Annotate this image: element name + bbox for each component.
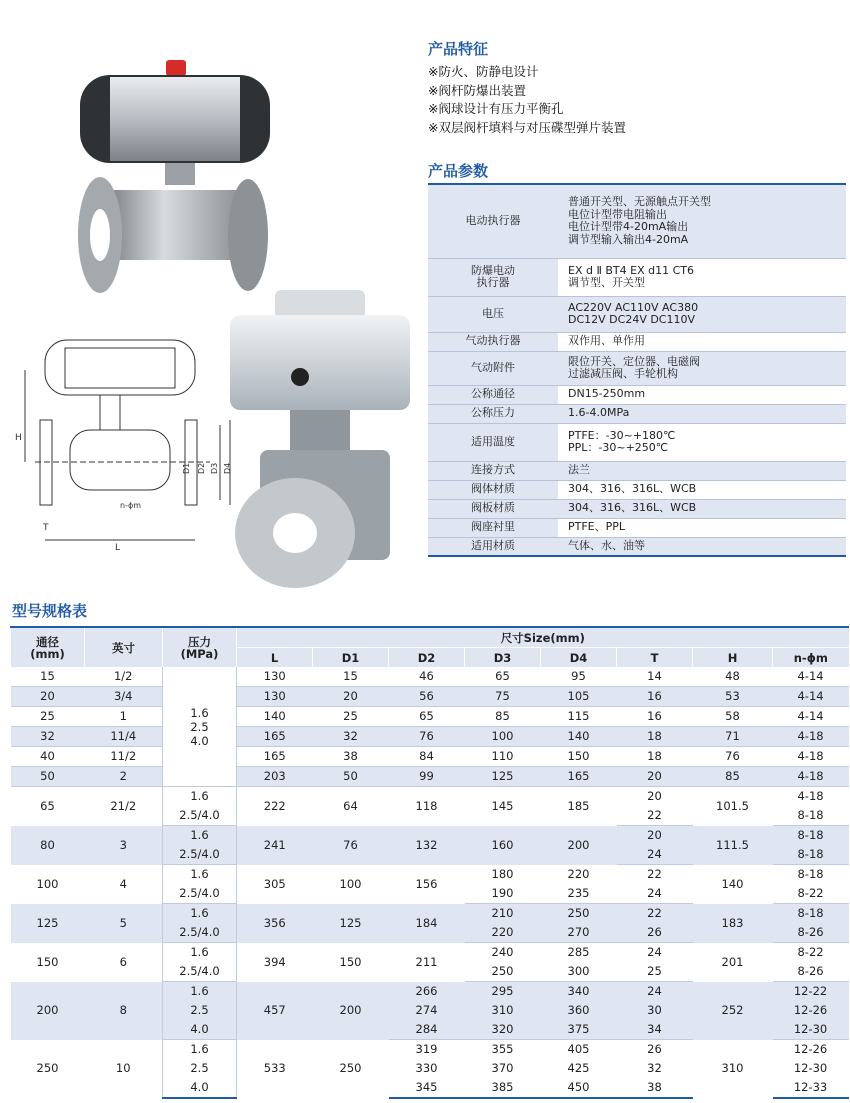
cell-d1: 38: [313, 747, 389, 767]
param-label: 阀座衬里: [428, 518, 558, 537]
cell-dn: 50: [11, 767, 85, 787]
cell-dn: 200: [11, 982, 85, 1040]
cell-pressure: 2.5/4.0: [163, 884, 237, 904]
cell-pressure: 1.6: [163, 982, 237, 1002]
cell-l: 241: [237, 826, 313, 865]
param-value: EX d Ⅱ BT4 EX d11 CT6 调节型、开关型: [558, 258, 846, 296]
param-label: 公称压力: [428, 404, 558, 423]
cell-h: 111.5: [693, 826, 773, 865]
cell-n: 8-26: [773, 962, 849, 982]
param-value: 普通开关型、无源触点开关型 电位计型带电阻输出 电位计型带4-20mA输出 调节型输入输出4-20mA: [558, 184, 846, 258]
cell-d1: 32: [313, 727, 389, 747]
param-label: 电压: [428, 296, 558, 332]
cell-n: 8-22: [773, 884, 849, 904]
cell-t: 20: [617, 767, 693, 787]
col-header-d3: D3: [465, 648, 541, 668]
param-label: 适用材质: [428, 537, 558, 556]
cell-pressure: 1.6: [163, 865, 237, 885]
cell-d4: 185: [541, 787, 617, 826]
cell-n: 4-18: [773, 727, 849, 747]
cell-inch: 11/2: [85, 747, 163, 767]
spec-title: 型号规格表: [12, 602, 88, 620]
col-header-n: n-ϕm: [773, 648, 849, 668]
cell-n: 8-22: [773, 943, 849, 963]
cell-n: 4-14: [773, 667, 849, 687]
spec-group-65: [11, 787, 849, 826]
cell-dn: 20: [11, 687, 85, 707]
param-row: [428, 351, 846, 385]
param-label: 气动执行器: [428, 332, 558, 351]
cell-n: 4-14: [773, 707, 849, 727]
table-row: [11, 904, 849, 924]
cell-d4: 115: [541, 707, 617, 727]
cell-d4: 140: [541, 727, 617, 747]
cell-t: 18: [617, 727, 693, 747]
cell-d3: 210: [465, 904, 541, 924]
param-row: [428, 518, 846, 537]
cell-d4: 300: [541, 962, 617, 982]
cell-d3: 100: [465, 727, 541, 747]
cell-d2: 345: [389, 1078, 465, 1098]
cell-d2: 284: [389, 1020, 465, 1040]
cell-d1: 250: [313, 1040, 389, 1099]
table-row: [11, 687, 849, 707]
table-row: [11, 767, 849, 787]
cell-d4: 200: [541, 826, 617, 865]
cell-d3: 355: [465, 1040, 541, 1060]
cell-inch: 1: [85, 707, 163, 727]
cell-d4: 360: [541, 1001, 617, 1020]
cell-h: 85: [693, 767, 773, 787]
param-label: 气动附件: [428, 351, 558, 385]
cell-d4: 95: [541, 667, 617, 687]
col-header-d2: D2: [389, 648, 465, 668]
cell-t: 24: [617, 982, 693, 1002]
cell-d4: 425: [541, 1059, 617, 1078]
col-header-size: 尺寸Size(mm): [237, 627, 849, 648]
cell-inch: 2: [85, 767, 163, 787]
cell-inch: 3/4: [85, 687, 163, 707]
cell-dn: 25: [11, 707, 85, 727]
col-header-d4: D4: [541, 648, 617, 668]
cell-l: 130: [237, 667, 313, 687]
cell-n: 8-18: [773, 904, 849, 924]
col-header-d1: D1: [313, 648, 389, 668]
cell-inch: 6: [85, 943, 163, 982]
cell-n: 8-18: [773, 865, 849, 885]
col-header-t: T: [617, 648, 693, 668]
param-row: [428, 404, 846, 423]
cell-n: 12-30: [773, 1059, 849, 1078]
cell-pressure: 4.0: [163, 1078, 237, 1098]
cell-d1: 150: [313, 943, 389, 982]
cell-d2: 46: [389, 667, 465, 687]
cell-d4: 220: [541, 865, 617, 885]
param-row: [428, 499, 846, 518]
cell-t: 20: [617, 826, 693, 846]
table-row: [11, 747, 849, 767]
cell-h: 201: [693, 943, 773, 982]
table-row: [11, 707, 849, 727]
cell-d2: 76: [389, 727, 465, 747]
cell-t: 25: [617, 962, 693, 982]
cell-d1: 100: [313, 865, 389, 904]
col-header-h: H: [693, 648, 773, 668]
table-row: [11, 826, 849, 846]
cell-d2: 99: [389, 767, 465, 787]
cell-n: 4-18: [773, 767, 849, 787]
cell-l: 165: [237, 747, 313, 767]
cell-d3: 110: [465, 747, 541, 767]
cell-l: 394: [237, 943, 313, 982]
cell-n: 8-26: [773, 923, 849, 943]
param-value: 气体、水、油等: [558, 537, 846, 556]
cell-d4: 250: [541, 904, 617, 924]
param-label: 防爆电动 执行器: [428, 258, 558, 296]
dim-label-d4: D4: [223, 462, 232, 474]
col-header-dn: 通径 (mm): [11, 627, 85, 667]
cell-d2: 156: [389, 865, 465, 904]
cell-d1: 20: [313, 687, 389, 707]
param-label: 适用温度: [428, 423, 558, 461]
param-label: 阀板材质: [428, 499, 558, 518]
param-row: [428, 296, 846, 332]
cell-t: 24: [617, 845, 693, 865]
cell-n: 8-18: [773, 845, 849, 865]
cell-t: 34: [617, 1020, 693, 1040]
cell-d3: 295: [465, 982, 541, 1002]
cell-d4: 405: [541, 1040, 617, 1060]
param-label: 公称通径: [428, 385, 558, 404]
cell-d4: 235: [541, 884, 617, 904]
dim-label-h: H: [15, 433, 22, 443]
cell-t: 22: [617, 806, 693, 826]
cell-l: 165: [237, 727, 313, 747]
param-value: PTFE、PPL: [558, 518, 846, 537]
cell-n: 8-18: [773, 806, 849, 826]
table-row: [11, 865, 849, 885]
param-row: [428, 184, 846, 258]
cell-pressure: 2.5: [163, 1059, 237, 1078]
table-row: [11, 1040, 849, 1060]
param-row: [428, 423, 846, 461]
table-row: [11, 982, 849, 1002]
cell-t: 16: [617, 687, 693, 707]
cell-l: 356: [237, 904, 313, 943]
cell-d4: 165: [541, 767, 617, 787]
pneumatic-valve-image: [70, 55, 280, 300]
cell-t: 32: [617, 1059, 693, 1078]
cell-inch: 10: [85, 1040, 163, 1099]
param-value: 304、316、316L、WCB: [558, 480, 846, 499]
cell-d4: 450: [541, 1078, 617, 1098]
cell-d3: 190: [465, 884, 541, 904]
spec-table: [10, 626, 849, 1099]
param-value: DN15-250mm: [558, 385, 846, 404]
spec-group-200: [11, 982, 849, 1040]
feature-item: ※双层阀杆填料与对压碟型弹片装置: [428, 119, 626, 135]
cell-d4: 105: [541, 687, 617, 707]
params-table: [428, 183, 846, 557]
col-header-l: L: [237, 648, 313, 668]
cell-inch: 5: [85, 904, 163, 943]
cell-t: 26: [617, 1040, 693, 1060]
cell-l: 533: [237, 1040, 313, 1099]
cell-h: 252: [693, 982, 773, 1040]
cell-d1: 125: [313, 904, 389, 943]
cell-d3: 125: [465, 767, 541, 787]
cell-d2: 84: [389, 747, 465, 767]
cell-d2: 274: [389, 1001, 465, 1020]
cell-pressure: 2.5/4.0: [163, 923, 237, 943]
cell-d3: 240: [465, 943, 541, 963]
cell-dn: 32: [11, 727, 85, 747]
dimension-drawing: [5, 310, 270, 565]
cell-d2: 330: [389, 1059, 465, 1078]
spec-group-small: [11, 667, 849, 787]
cell-inch: 1/2: [85, 667, 163, 687]
dim-label-d3: D3: [210, 462, 219, 474]
cell-t: 24: [617, 884, 693, 904]
cell-l: 203: [237, 767, 313, 787]
cell-d2: 65: [389, 707, 465, 727]
spec-group-125: [11, 904, 849, 943]
table-row: [11, 787, 849, 807]
dim-label-t: T: [43, 523, 49, 533]
cell-d2: 132: [389, 826, 465, 865]
cell-dn: 15: [11, 667, 85, 687]
param-value: 双作用、单作用: [558, 332, 846, 351]
cell-pressure: 1.6: [163, 826, 237, 846]
cell-d3: 145: [465, 787, 541, 826]
cell-l: 222: [237, 787, 313, 826]
cell-t: 22: [617, 865, 693, 885]
param-value: AC220V AC110V AC380 DC12V DC24V DC110V: [558, 296, 846, 332]
cell-l: 305: [237, 865, 313, 904]
cell-dn: 100: [11, 865, 85, 904]
cell-pressure: 1.6: [163, 943, 237, 963]
cell-t: 22: [617, 904, 693, 924]
param-row: [428, 461, 846, 480]
cell-t: 38: [617, 1078, 693, 1098]
cell-dn: 150: [11, 943, 85, 982]
param-value: 304、316、316L、WCB: [558, 499, 846, 518]
cell-d1: 50: [313, 767, 389, 787]
cell-inch: 21/2: [85, 787, 163, 826]
col-header-pressure: 压力 (MPa): [163, 627, 237, 667]
cell-inch: 3: [85, 826, 163, 865]
cell-n: 4-18: [773, 747, 849, 767]
cell-d4: 375: [541, 1020, 617, 1040]
param-row: [428, 258, 846, 296]
cell-h: 183: [693, 904, 773, 943]
params-title: 产品参数: [428, 162, 489, 180]
cell-d3: 65: [465, 667, 541, 687]
cell-l: 457: [237, 982, 313, 1040]
cell-inch: 4: [85, 865, 163, 904]
cell-dn: 125: [11, 904, 85, 943]
cell-d2: 319: [389, 1040, 465, 1060]
cell-n: 12-26: [773, 1040, 849, 1060]
cell-d3: 220: [465, 923, 541, 943]
cell-d3: 180: [465, 865, 541, 885]
spec-group-150: [11, 943, 849, 982]
param-row: [428, 480, 846, 499]
cell-d3: 320: [465, 1020, 541, 1040]
param-value: 法兰: [558, 461, 846, 480]
cell-d3: 160: [465, 826, 541, 865]
cell-d4: 270: [541, 923, 617, 943]
cell-h: 76: [693, 747, 773, 767]
cell-h: 71: [693, 727, 773, 747]
cell-t: 14: [617, 667, 693, 687]
cell-h: 101.5: [693, 787, 773, 826]
cell-pressure: 4.0: [163, 1020, 237, 1040]
feature-item: ※阀球设计有压力平衡孔: [428, 101, 564, 116]
dim-label-d2: D2: [197, 462, 206, 474]
cell-n: 12-26: [773, 1001, 849, 1020]
cell-d2: 184: [389, 904, 465, 943]
cell-d1: 76: [313, 826, 389, 865]
param-row: [428, 385, 846, 404]
cell-n: 12-22: [773, 982, 849, 1002]
cell-h: 58: [693, 707, 773, 727]
cell-d3: 250: [465, 962, 541, 982]
col-header-inch: 英寸: [85, 627, 163, 667]
cell-dn: 80: [11, 826, 85, 865]
cell-t: 30: [617, 1001, 693, 1020]
spec-group-100: [11, 865, 849, 904]
features-title: 产品特征: [428, 40, 489, 58]
cell-n: 4-14: [773, 687, 849, 707]
param-row: [428, 537, 846, 556]
param-label: 阀体材质: [428, 480, 558, 499]
param-value: PTFE：-30~+180℃ PPL：-30~+250℃: [558, 423, 846, 461]
param-label: 连接方式: [428, 461, 558, 480]
cell-t: 20: [617, 787, 693, 807]
features-list: [428, 63, 626, 137]
cell-l: 140: [237, 707, 313, 727]
cell-t: 16: [617, 707, 693, 727]
cell-d1: 15: [313, 667, 389, 687]
param-label: 电动执行器: [428, 184, 558, 258]
table-row: [11, 667, 849, 687]
cell-t: 26: [617, 923, 693, 943]
param-value: 1.6-4.0MPa: [558, 404, 846, 423]
cell-n: 12-33: [773, 1078, 849, 1098]
dim-label-d1: D1: [182, 462, 191, 474]
cell-pressure: 1.6 2.5 4.0: [163, 667, 237, 787]
feature-item: ※防火、防静电设计: [428, 64, 539, 79]
cell-d2: 211: [389, 943, 465, 982]
cell-dn: 65: [11, 787, 85, 826]
cell-inch: 8: [85, 982, 163, 1040]
cell-d3: 385: [465, 1078, 541, 1098]
cell-d2: 56: [389, 687, 465, 707]
cell-pressure: 1.6: [163, 1040, 237, 1060]
cell-dn: 40: [11, 747, 85, 767]
cell-l: 130: [237, 687, 313, 707]
cell-pressure: 1.6: [163, 904, 237, 924]
cell-d3: 85: [465, 707, 541, 727]
cell-n: 4-18: [773, 787, 849, 807]
param-value: 限位开关、定位器、电磁阀 过滤减压阀、手轮机构: [558, 351, 846, 385]
cell-n: 8-18: [773, 826, 849, 846]
cell-d2: 118: [389, 787, 465, 826]
cell-d3: 75: [465, 687, 541, 707]
cell-d4: 150: [541, 747, 617, 767]
dim-label-l: L: [115, 543, 121, 553]
feature-item: ※阀杆防爆出装置: [428, 82, 526, 98]
cell-dn: 250: [11, 1040, 85, 1099]
dim-label-n: n-ϕm: [120, 501, 142, 510]
cell-h: 310: [693, 1040, 773, 1099]
cell-d1: 200: [313, 982, 389, 1040]
cell-d1: 64: [313, 787, 389, 826]
cell-d4: 285: [541, 943, 617, 963]
cell-h: 48: [693, 667, 773, 687]
table-row: [11, 727, 849, 747]
cell-pressure: 2.5/4.0: [163, 806, 237, 826]
cell-d2: 266: [389, 982, 465, 1002]
cell-pressure: 2.5: [163, 1001, 237, 1020]
cell-h: 53: [693, 687, 773, 707]
cell-t: 24: [617, 943, 693, 963]
cell-pressure: 2.5/4.0: [163, 962, 237, 982]
cell-inch: 11/4: [85, 727, 163, 747]
cell-d3: 310: [465, 1001, 541, 1020]
cell-h: 140: [693, 865, 773, 904]
cell-pressure: 1.6: [163, 787, 237, 807]
cell-d4: 340: [541, 982, 617, 1002]
table-row: [11, 943, 849, 963]
cell-t: 18: [617, 747, 693, 767]
cell-d3: 370: [465, 1059, 541, 1078]
cell-d1: 25: [313, 707, 389, 727]
spec-group-80: [11, 826, 849, 865]
cell-n: 12-30: [773, 1020, 849, 1040]
cell-pressure: 2.5/4.0: [163, 845, 237, 865]
spec-group-250: [11, 1040, 849, 1099]
param-row: [428, 332, 846, 351]
